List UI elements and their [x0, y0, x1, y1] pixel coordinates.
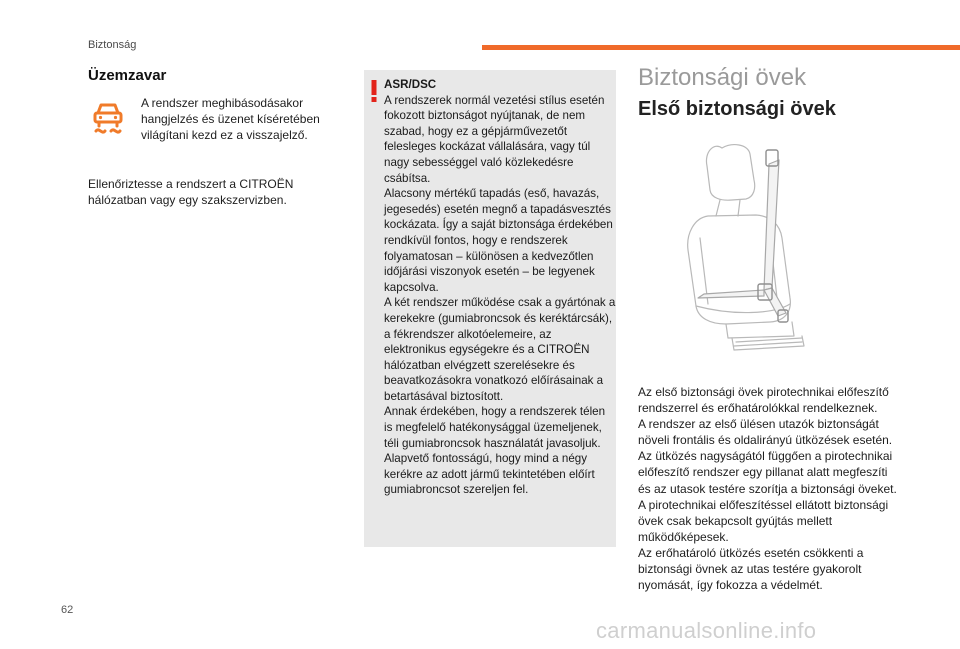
belts-paragraph: A rendszer az első ülésen utazók biztonságát növeli frontális és oldalirányú ütközések esetén. Az ütközés nagyságától függően a pirotechnikai előfeszítő rendszer egy pillanat alatt megfeszíti és az utasok testére szorítja a biztonsági öveket. — [638, 417, 897, 496]
warning-paragraph: A rendszerek normál vezetési stílus esetén fokozott biztonságot nyújtanak, de nem szabad, hogy ez a gépjárművezetőt felesleges kockázat vállalására, vagy túl nagy sebességgel való közlekedésre csábítsa. — [384, 93, 605, 185]
exclamation-warning-icon — [371, 80, 377, 102]
belts-paragraph: Az erőhatároló ütközés esetén csökkenti a biztonsági övnek az utas testére gyakorolt nyomását, így fokozza a védelmét. — [638, 545, 864, 593]
watermark: carmanualsonline.info — [596, 618, 817, 643]
warning-text — [384, 77, 616, 498]
traction-control-warning-icon — [88, 98, 128, 138]
belts-paragraph: Az első biztonsági övek pirotechnikai előfeszítő rendszerrel és erőhatárolókkal rendelkeznek. — [638, 385, 889, 416]
belts-paragraph: A pirotechnikai előfeszítéssel ellátott biztonsági övek csak bekapcsolt gyújtás mellett működőképesek. — [638, 497, 889, 544]
front-belts-text — [638, 384, 900, 593]
fault-check-advice: Ellenőriztesse a rendszert a CITROËN hálózatban vagy egy szakszervizben. — [88, 177, 294, 207]
fault-description: A rendszer meghibásodásakor hangjelzés és üzenet kíséretében világítani kezd ez a visszajelző. — [141, 96, 320, 142]
warning-paragraph: Annak érdekében, hogy a rendszerek télen is megfelelő hatékonysággal üzemeljenek, téli gumiabroncsok használatát javasoljuk. — [384, 405, 606, 450]
fault-title: Üzemzavar — [88, 67, 167, 84]
front-belts-subheading: Első biztonsági övek — [638, 98, 836, 120]
section-label: Biztonság — [88, 39, 137, 51]
warning-title: ASR/DSC — [384, 78, 437, 91]
warning-paragraph: Alapvető fontosságú, hogy mind a négy kerékre az adott jármű tekintetében előírt gumiabroncsot szereljen fel. — [384, 452, 595, 497]
warning-paragraph: Alacsony mértékű tapadás (eső, havazás, jegesedés) esetén megnő a tapadásvesztés kockázata. Így a saját biztonsága érdekében rendkívül fontos, hogy e rendszerek folyamatosan – különösen a kedvezőtlen időjárási viszonyok esetén – be legyenek kapcsolva. — [384, 187, 613, 294]
warning-paragraph: A két rendszer működése csak a gyártónak a kerekekre (gumiabroncsok és keréktárcsák), a fékrendszer alkotóelemeire, az elektronikus egységekre és a CITROËN hálózatban elvégzett szerelésekre és beavatkozásokra vonatkozó előírásainak a betartásával biztosított. — [384, 296, 616, 403]
header-accent-bar — [482, 45, 960, 50]
belts-heading: Biztonsági övek — [638, 64, 807, 91]
seat-belt-illustration — [674, 138, 896, 360]
page-number: 62 — [61, 604, 74, 616]
